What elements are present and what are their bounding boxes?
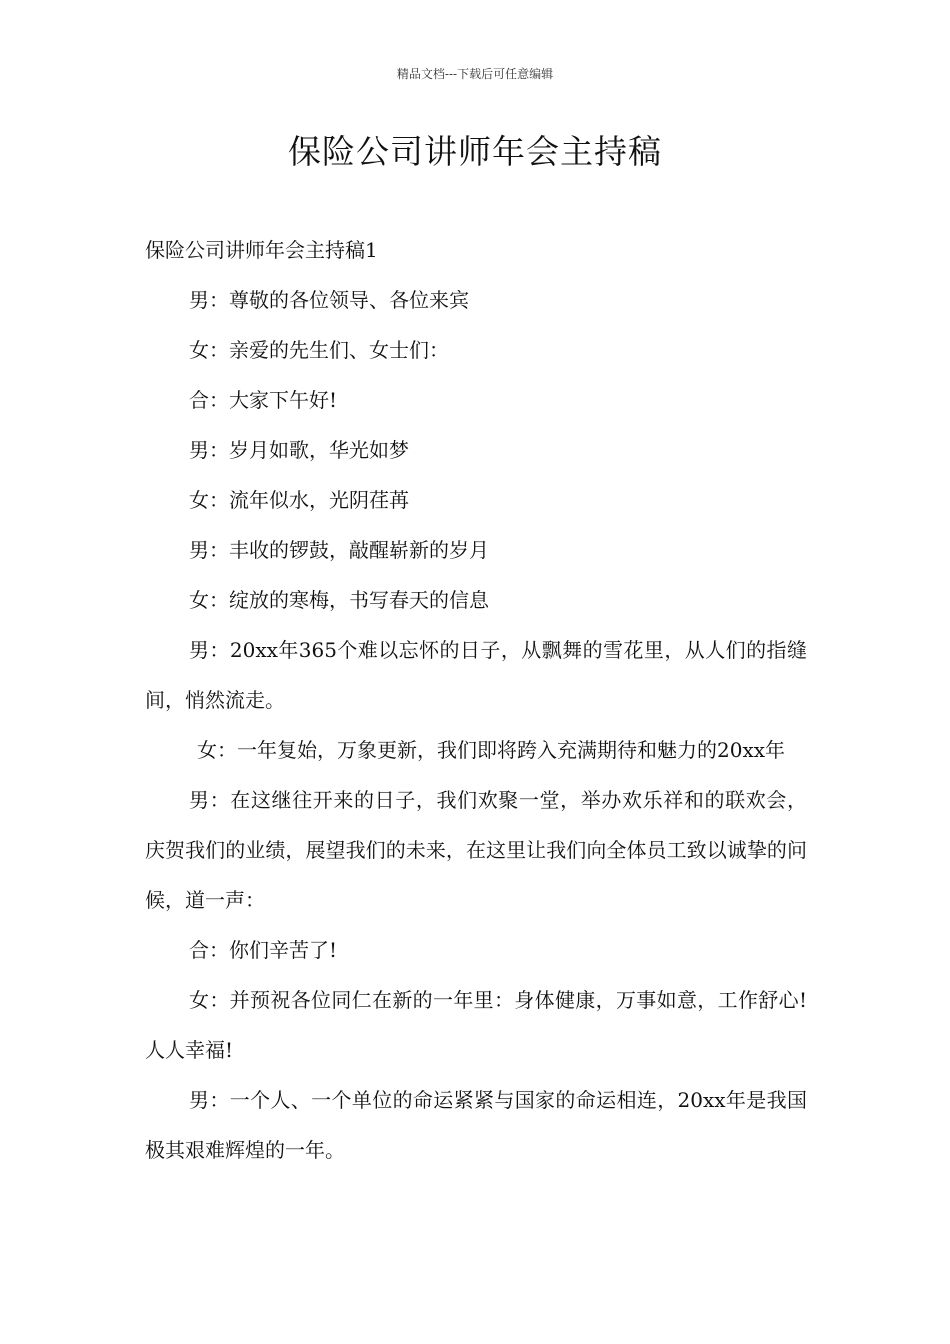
document-body (145, 225, 807, 1175)
document-title: 保险公司讲师年会主持稿 (288, 132, 662, 171)
dialogue-line: 男：20xx年365个难以忘怀的日子，从飘舞的雪花里，从人们的指缝间，悄然流走。 (145, 638, 807, 712)
dialogue-line: 女：亲爱的先生们、女士们： (189, 338, 449, 362)
section-heading: 保险公司讲师年会主持稿1 (145, 238, 378, 262)
dialogue-line: 合：你们辛苦了! (189, 938, 338, 962)
dialogue-line: 女：绽放的寒梅，书写春天的信息 (189, 588, 489, 612)
dialogue-line: 男：在这继往开来的日子，我们欢聚一堂，举办欢乐祥和的联欢会，庆贺我们的业绩，展望我们的未来，在这里让我们向全体员工致以诚挚的问候，道一声： (145, 788, 807, 912)
dialogue-line: 女：并预祝各位同仁在新的一年里：身体健康，万事如意，工作舒心!人人幸福! (145, 988, 807, 1062)
dialogue-line: 男：尊敬的各位领导、各位来宾 (189, 288, 469, 312)
dialogue-line: 女：流年似水，光阴荏苒 (189, 488, 409, 512)
dialogue-line: 男：岁月如歌，华光如梦 (189, 438, 409, 462)
dialogue-line: 合：大家下午好! (189, 388, 338, 412)
page-header: 精品文档---下载后可任意编辑 (396, 67, 554, 81)
dialogue-line: 男：一个人、一个单位的命运紧紧与国家的命运相连，20xx年是我国极其艰难辉煌的一年。 (145, 1088, 807, 1162)
dialogue-line: 女：一年复始，万象更新，我们即将跨入充满期待和魅力的20xx年 (197, 738, 786, 762)
dialogue-line: 男：丰收的锣鼓，敲醒崭新的岁月 (189, 538, 489, 562)
